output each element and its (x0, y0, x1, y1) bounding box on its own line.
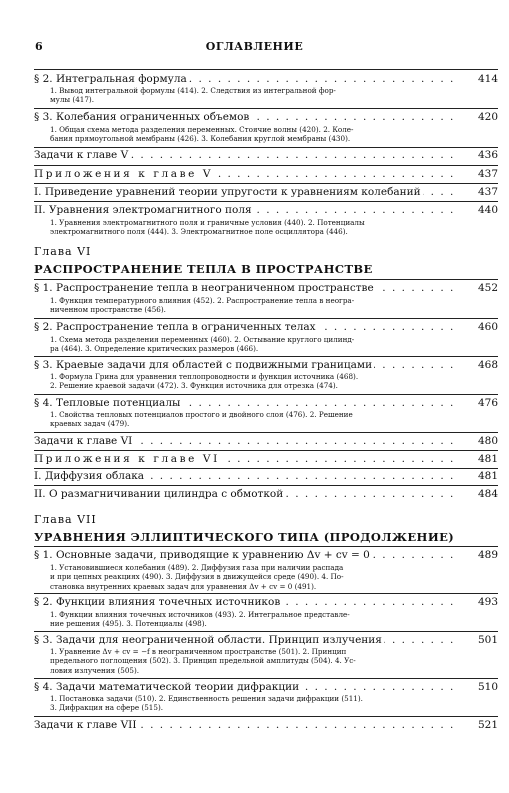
chapter-heading: Глава VII (34, 513, 97, 526)
divider (34, 678, 498, 679)
divider (34, 279, 498, 280)
toc-entry-text (34, 452, 460, 466)
page-ref: 468 (462, 358, 498, 372)
page-ref: 437 (462, 167, 498, 181)
toc-entry-text (34, 358, 460, 372)
toc-subsections: 1. Общая схема метода разделения переменных. Стоячие волны (420). 2. Коле- бания прямоугольной мембраны (426). 3. Колебания круглой мембраны (430). (50, 125, 354, 144)
toc-entry[interactable] (34, 633, 498, 647)
toc-entry-label: Приложения к главе V (34, 168, 214, 180)
toc-subsections: 1. Свойства тепловых потенциалов простого и двойного слоя (476). 2. Решение краевых задач (479). (50, 410, 353, 429)
toc-entry-text (34, 487, 460, 501)
toc-entry-label: § 2. Функции влияния точечных источников (34, 596, 281, 608)
toc-entry[interactable] (34, 72, 498, 86)
toc-entry-label: § 3. Краевые задачи для областей с подвижными границами (34, 359, 373, 371)
page-ref: 480 (462, 434, 498, 448)
toc-subsections: 1. Вывод интегральной формулы (414). 2. Следствия из интегральной фор- мулы (417). (50, 86, 336, 105)
chapter-title: РАСПРОСТРАНЕНИЕ ТЕПЛА В ПРОСТРАНСТВЕ (34, 262, 373, 276)
toc-entry[interactable] (34, 110, 498, 124)
divider (34, 165, 498, 166)
page-ref: 414 (462, 72, 498, 86)
toc-entry-label: I. Диффузия облака (34, 470, 145, 482)
toc-entry-label: I. Приведение уравнений теории упругости к уравнениям колебаний (34, 186, 421, 198)
page-running-title: ОГЛАВЛЕНИЕ (205, 40, 304, 53)
toc-entry-text (34, 469, 460, 483)
toc-entry[interactable] (34, 487, 498, 501)
toc-subsections: 1. Функция температурного влияния (452). 2. Распространение тепла в неогра- ниченном пространстве (456). (50, 296, 355, 315)
page-ref: 476 (462, 396, 498, 410)
page-header (0, 40, 509, 54)
toc-entry[interactable] (34, 320, 498, 334)
divider (34, 69, 498, 70)
page-ref: 481 (462, 469, 498, 483)
toc-entry-text (34, 595, 460, 609)
toc-entry-text (34, 185, 460, 199)
divider (34, 318, 498, 319)
toc-entry[interactable] (34, 452, 498, 466)
toc-entry[interactable] (34, 718, 498, 732)
divider (34, 356, 498, 357)
chapter-heading: Глава VI (34, 245, 92, 258)
divider (34, 716, 498, 717)
page-ref: 420 (462, 110, 498, 124)
toc-entry-text (34, 110, 460, 124)
toc-entry-label: § 3. Задачи для неограниченной области. Принцип излучения (34, 634, 382, 646)
toc-entry[interactable] (34, 680, 498, 694)
toc-entry[interactable] (34, 595, 498, 609)
toc-entry[interactable] (34, 148, 498, 162)
toc-entry-label: § 2. Интегральная формула (34, 73, 187, 85)
toc-entry[interactable] (34, 548, 498, 562)
toc-subsections: 1. Постановка задачи (510). 2. Единственность решения задачи дифракции (511). 3. Дифракция на сфере (515). (50, 694, 363, 713)
toc-entry-text (34, 320, 460, 334)
toc-entry-text (34, 72, 460, 86)
divider (34, 546, 498, 547)
toc-entry[interactable] (34, 358, 498, 372)
page-ref: 437 (462, 185, 498, 199)
toc-entry-label: § 1. Основные задачи, приводящие к уравнению Δv + cv = 0 (34, 549, 370, 561)
toc-entry-label: Задачи к главе VI (34, 435, 133, 447)
toc-entry-text (34, 167, 460, 181)
toc-entry-text (34, 148, 460, 162)
divider (34, 432, 498, 433)
toc-entry[interactable] (34, 434, 498, 448)
toc-entry[interactable] (34, 281, 498, 295)
toc-entry-label: Задачи к главе V (34, 149, 129, 161)
page-ref: 510 (462, 680, 498, 694)
page-number: 6 (35, 40, 43, 53)
page-ref: 521 (462, 718, 498, 732)
toc-entry-label: § 3. Колебания ограниченных объемов (34, 111, 250, 123)
toc-entry-text (34, 434, 460, 448)
toc-entry-text (34, 203, 460, 217)
toc-entry-text (34, 281, 460, 295)
toc-entry-text (34, 633, 460, 647)
toc-subsections: 1. Схема метода разделения переменных (460). 2. Остывание круглого цилинд- ра (464). 3. Определение критических размеров (466). (50, 335, 355, 354)
divider (34, 183, 498, 184)
toc-entry-label: II. Уравнения электромагнитного поля (34, 204, 252, 216)
divider (34, 108, 498, 109)
toc-entry-text (34, 680, 460, 694)
page-ref: 481 (462, 452, 498, 466)
toc-subsections: 1. Формула Грина для уравнения теплопроводности и функция источника (468). 2. Решение краевой задачи (472). 3. Функция источника для отрезка (474). (50, 372, 359, 391)
toc-entry-label: § 1. Распространение тепла в неограниченном пространстве (34, 282, 374, 294)
toc-subsections: 1. Уравнение Δv + cv = −f в неограниченном пространстве (501). 2. Принцип предельного поглощения (502). 3. Принцип предельной амплитуды (504). 4. Ус- ловия излучения (505). (50, 647, 356, 675)
divider (34, 394, 498, 395)
toc-entry[interactable] (34, 185, 498, 199)
toc-entry[interactable] (34, 469, 498, 483)
chapter-title: УРАВНЕНИЯ ЭЛЛИПТИЧЕСКОГО ТИПА (ПРОДОЛЖЕНИЕ) (34, 530, 455, 544)
page-ref: 452 (462, 281, 498, 295)
toc-entry-label: § 4. Тепловые потенциалы (34, 397, 181, 409)
toc-subsections: 1. Функции влияния точечных источников (493). 2. Интегральное представле- ние решения (495). 3. Потенциалы (498). (50, 610, 350, 629)
toc-subsections: 1. Установившиеся колебания (489). 2. Диффузия газа при наличии распада и при цепных реакциях (490). 3. Диффузия в движущейся среде (490). 4. По- становка внутренних краевых задач для уравнения Δv + cv = 0 (491). (50, 563, 344, 591)
toc-entry[interactable] (34, 396, 498, 410)
toc-entry-label: Приложения к главе VI (34, 453, 220, 465)
page-ref: 460 (462, 320, 498, 334)
toc-subsections: 1. Уравнения электромагнитного поля и граничные условия (440). 2. Потенциалы электромагнитного поля (444). 3. Электромагнитное поле осциллятора (446). (50, 218, 365, 237)
divider (34, 631, 498, 632)
toc-entry-text (34, 548, 460, 562)
page-ref: 484 (462, 487, 498, 501)
toc-entry-label: § 2. Распространение тепла в ограниченных телах (34, 321, 316, 333)
page-ref: 489 (462, 548, 498, 562)
toc-entry-label: Задачи к главе VII (34, 719, 137, 731)
page-ref: 440 (462, 203, 498, 217)
divider (34, 201, 498, 202)
toc-entry[interactable] (34, 203, 498, 217)
toc-entry-text (34, 718, 460, 732)
page-ref: 493 (462, 595, 498, 609)
page-ref: 501 (462, 633, 498, 647)
page-ref: 436 (462, 148, 498, 162)
toc-entry-label: § 4. Задачи математической теории дифракции (34, 681, 300, 693)
divider (34, 485, 498, 486)
toc-entry-text (34, 396, 460, 410)
divider (34, 450, 498, 451)
toc-entry-label: II. О размагничивании цилиндра с обмоткой (34, 488, 284, 500)
divider (34, 593, 498, 594)
toc-entry[interactable] (34, 167, 498, 181)
